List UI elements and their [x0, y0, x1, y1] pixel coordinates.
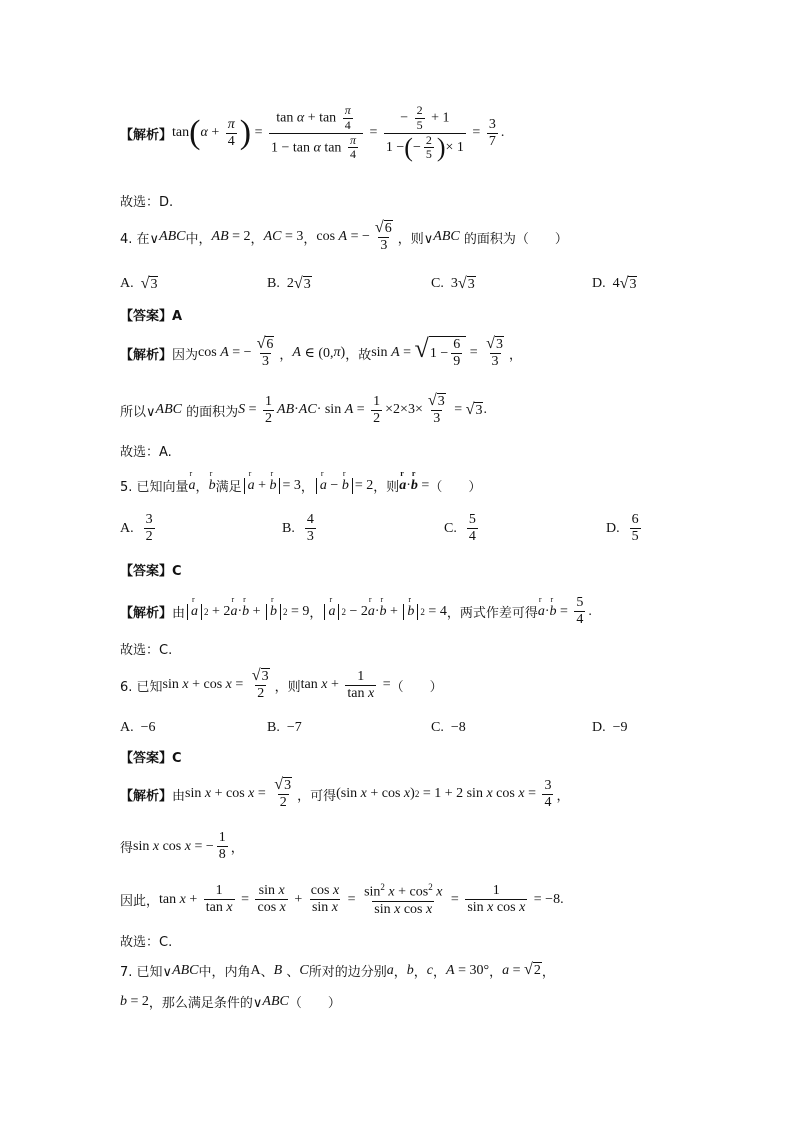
q6-option-c[interactable]: C. −8 — [431, 720, 466, 735]
q5-option-a[interactable]: A. $\frac{3}{2}$ — [120, 512, 153, 545]
q6-solution-line3: 因此， tan x + $\frac{1}{\text{tan x}}$ = $\frac{\text{sin x}}{\text{cos x}}$ + $\frac{\text{cos x}}{\text{sin x}}$ = $\frac{\sin^2 x + \cos^2 x}{\text{sin x cos x}}$ = $\frac{1}{\text{sin x cos x}}$ = −8. — [120, 882, 564, 917]
q3-solution: 【解析】 tan ( α + $\frac{\pi}{4}$ ) = tan α + tan $\frac{\pi}{4}$ 1 − tan α tan $\frac{\pi}{4}$ = − $\frac{2}{5}$ + 1 1 − ( − $\frac{2}{5}$ ) × 1 = $\frac{3}{7}$ . — [120, 103, 505, 162]
q4-solution-line1: 【解析】 因为 cos A = − √ 6 3 ， A ∈ (0, π ) ，故 sin A = √ 1 − $\frac{6}{9}$ = √ 3 3 ， — [120, 334, 522, 370]
q5-option-d[interactable]: D. $\frac{6}{5}$ — [606, 512, 639, 545]
q5-answer: 【答案】C — [120, 564, 182, 579]
q4-stem: 4. 在∨ ABC 中， AB = 2 ， AC = 3 ， cos A = − √ 6 3 ，则∨ ABC 的面积为（ ） — [120, 219, 568, 254]
q4-answer: 【答案】A — [120, 309, 183, 324]
q5-stem: 5. 已知向量 r a ， r b 满足 r a + r b = 3 ， r a − r b = 2 ，则 r a · r b = （ ） — [120, 476, 481, 495]
q4-option-b[interactable]: B. 2 √ 3 — [267, 275, 311, 292]
q6-conclusion: 故选：C. — [120, 935, 173, 950]
q7-stem-line1: 7. 已知∨ ABC 中，内角 A 、 B 、 C 所对的边分别 a ， b ， c ， A = 30° ， a = √ 2 ， — [120, 961, 555, 980]
q7-stem-line2: b = 2 ，那么满足条件的∨ ABC （ ） — [120, 993, 341, 1011]
q4-option-a[interactable]: A. √ 3 — [120, 275, 158, 292]
q4-conclusion: 故选：A. — [120, 445, 172, 460]
q4-option-c[interactable]: C. 3 √ 3 — [431, 275, 475, 292]
q4-option-d[interactable]: D. 4 √ 3 — [592, 275, 637, 292]
q6-answer: 【答案】C — [120, 751, 182, 766]
q6-option-d[interactable]: D. −9 — [592, 720, 628, 735]
q6-solution-line1: 【解析】 由 sin x + cos x = √ 3 2 ，可得 (sin x + cos x ) 2 = 1 + 2 sin x cos x = $\frac{3}{4}$ ， — [120, 776, 570, 811]
q4-solution-line2: 所以∨ ABC 的面积为 S = $\frac{1}{2}$ AB · AC · sin A = $\frac{1}{2}$ ×2×3× √ 3 3 = √ 3 . — [120, 392, 487, 427]
q3-conclusion: 故选：D. — [120, 195, 174, 210]
q6-option-a[interactable]: A. −6 — [120, 720, 156, 735]
q5-option-b[interactable]: B. $\frac{4}{3}$ — [282, 512, 314, 545]
q6-solution-line2: 得 sin x cos x = − $\frac{1}{8}$ ， — [120, 830, 244, 863]
solution-label: 【解析】 — [120, 127, 173, 143]
q6-stem: 6. 已知 sin x + cos x = √ 3 2 ，则 tan x + $\frac{1}{\text{tan x}}$ = （ ） — [120, 667, 443, 702]
q6-option-b[interactable]: B. −7 — [267, 720, 302, 735]
q5-solution: 【解析】 由 r a 2 + 2 r a · r b + r b 2 = 9 ， r a 2 − 2 r a · r b + r b 2 = 4 ，两式作差可得 r a · r b = $\frac{5}{4}$ . — [120, 595, 592, 628]
q5-conclusion: 故选：C. — [120, 643, 173, 658]
q5-option-c[interactable]: C. $\frac{5}{4}$ — [444, 512, 476, 545]
